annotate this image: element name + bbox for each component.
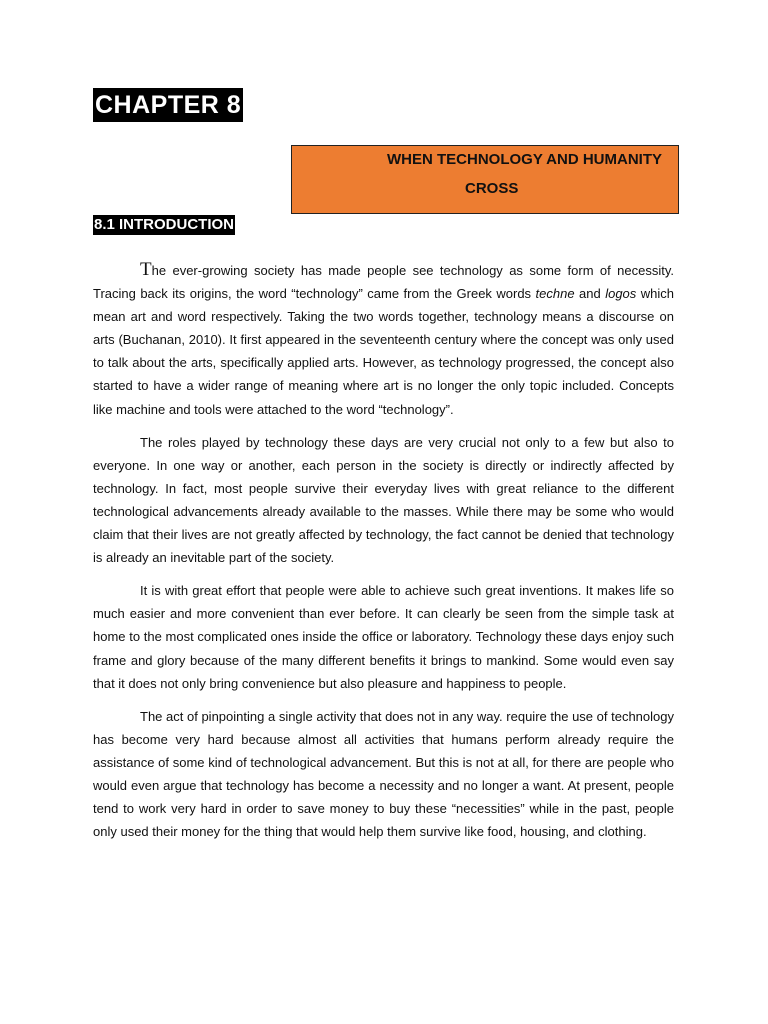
chapter-subtitle-line-1: WHEN TECHNOLOGY AND HUMANITY <box>387 151 662 168</box>
paragraph-1-text-b: and <box>574 286 606 302</box>
paragraph-3: It is with great effort that people were able to achieve such great inventions. It makes life so much easier and more convenient than ever before. It can clearly be seen from the simple task at home to the most complicated ones inside the office or laboratory. Technology these days enjoy such frame and glory because of the many different benefits it brings to mankind. Some would even say that it does not only bring convenience but also pleasure and happiness to people. <box>93 583 674 691</box>
paragraph-4: The act of pinpointing a single activity that does not in any way. require the use of technology has become very hard because almost all activities that humans perform already require the assistance of some kind of technological advancement. But this is not at all, for there are people who would even argue that technology has become a necessity and no longer a want. At present, people tend to work very hard in order to save money to buy these “necessities” while in the past, people only used their money for the thing that would help them survive like food, housing, and clothing. <box>93 708 674 840</box>
paragraph-1 <box>93 258 674 421</box>
paragraph-1-text-c: which mean art and word respectively. Taking the two words together, technology means a discourse on arts (Buchanan, 2010). It first appeared in the seventeenth century where the concept was only used to talk about the arts, specifically applied arts. However, as technology progressed, the concept also started to have a wider range of meaning where art is no longer the only topic included. Concepts like machine and tools were attached to the word “technology”. <box>93 286 674 417</box>
chapter-title: CHAPTER 8 <box>93 88 243 122</box>
paragraph-2: The roles played by technology these days are very crucial not only to a few but also to everyone. In one way or another, each person in the society is directly or indirectly affected by technology. In fact, most people survive their everyday lives with great reliance to the different technological advancements already available to the masses. While there may be some who would claim that their lives are not greatly affected by technology, the fact cannot be denied that technology is already an inevitable part of the society. <box>93 434 674 566</box>
term-techne: techne <box>535 286 575 302</box>
term-logos: logos <box>605 286 637 302</box>
paragraph-1-text-a: he ever-growing society has made people see technology as some form of necessity. Tracing back its origins, the word “technology” came from the Greek words <box>93 263 674 302</box>
section-heading: 8.1 INTRODUCTION <box>94 216 235 233</box>
chapter-subtitle-box <box>291 145 679 214</box>
chapter-subtitle-line-2: CROSS <box>465 180 519 197</box>
body-text <box>93 258 674 853</box>
paragraph-1-initial: T <box>140 259 152 280</box>
